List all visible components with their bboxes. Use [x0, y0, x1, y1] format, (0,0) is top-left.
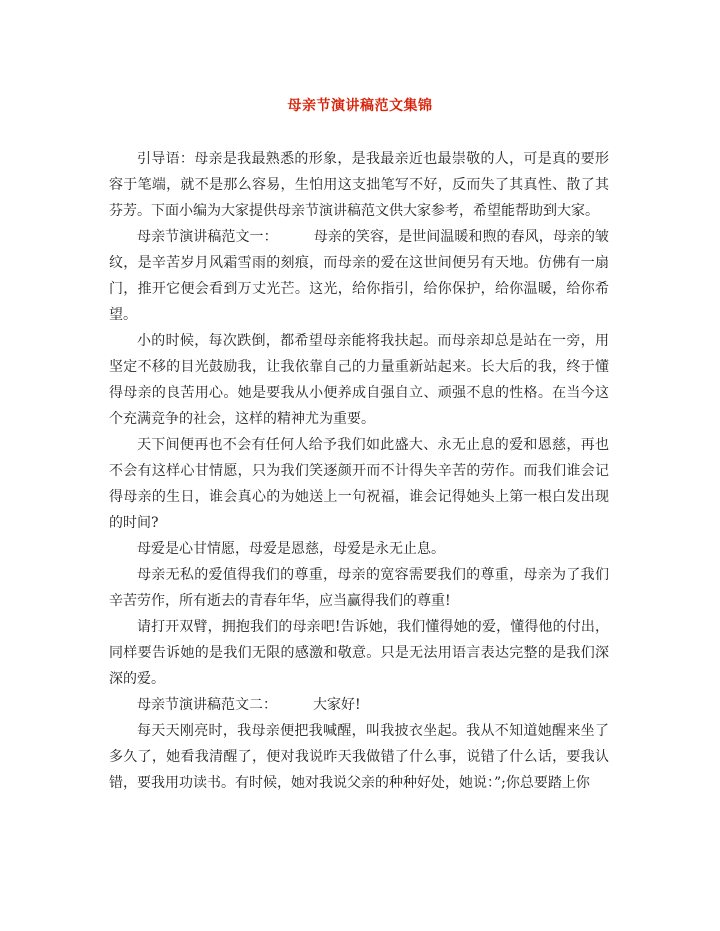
embrace-paragraph: 请打开双臂，拥抱我们的母亲吧!告诉她，我们懂得她的爱，懂得他的付出，同样要告诉她的是我们无限的感激和敬意。只是无法用语言表达完整的是我们深深的爱。 — [109, 619, 609, 687]
mother-love-paragraph: 母爱是心甘情愿，母爱是恩慈，母爱是永无止息。 — [137, 541, 445, 557]
love-paragraph: 天下间便再也不会有任何人给予我们如此盛大、永无止息的爱和恩慈，再也不会有这样心甘情愿，只为我们笑逐颜开而不计得失辛苦的劳作。而我们谁会记得母亲的生日，谁会真心的为她送上一句祝福，谁会记得她头上第一根白发出现的时间? — [109, 437, 609, 531]
section-two-paragraph — [109, 692, 609, 718]
childhood-paragraph: 小的时候，每次跌倒，都希望母亲能将我扶起。而母亲却总是站在一旁，用坚定不移的目光鼓励我，让我依靠自己的力量重新站起来。长大后的我，终于懂得母亲的良苦用心。她是要我从小便养成自强自立、顽强不息的性格。在当今这个充满竞争的社会，这样的精神尤为重要。 — [109, 333, 609, 427]
document-title: 母亲节演讲稿范文集锦 — [287, 98, 433, 114]
section-one-text: 母亲的笑容，是世间温暖和煦的春风，母亲的皱纹，是辛苦岁月风霜雪雨的刻痕，而母亲的爱在这世间便另有天地。仿佛有一扇门，推开它便会看到万丈光芒。这光，给你指引，给你保护，给你温暖，给你希望。 — [109, 229, 610, 323]
section-two-heading: 母亲节演讲稿范文二： — [137, 697, 277, 713]
document-body — [109, 146, 609, 796]
section-two-text: 大家好! — [313, 697, 361, 713]
section-one-paragraph — [109, 224, 609, 328]
intro-paragraph: 引导语：母亲是我最熟悉的形象，是我最亲近也最崇敬的人，可是真的要形容于笔端，就不是那么容易，生怕用这支拙笔写不好，反而失了其真性、散了其芬芳。下面小编为大家提供母亲节演讲稿范文供大家参考，希望能帮助到大家。 — [109, 151, 609, 219]
section-one-heading: 母亲节演讲稿范文一： — [137, 229, 278, 245]
respect-paragraph: 母亲无私的爱值得我们的尊重，母亲的宽容需要我们的尊重，母亲为了我们辛苦劳作，所有逝去的青春年华，应当赢得我们的尊重! — [109, 567, 609, 609]
morning-paragraph: 每天天刚亮时，我母亲便把我喊醒，叫我披衣坐起。我从不知道她醒来坐了多久了，她看我清醒了，便对我说昨天我做错了什么事，说错了什么话，要我认错，要我用功读书。有时候，她对我说父亲的种种好处，她说：”;你总要踏上你 — [109, 723, 609, 791]
